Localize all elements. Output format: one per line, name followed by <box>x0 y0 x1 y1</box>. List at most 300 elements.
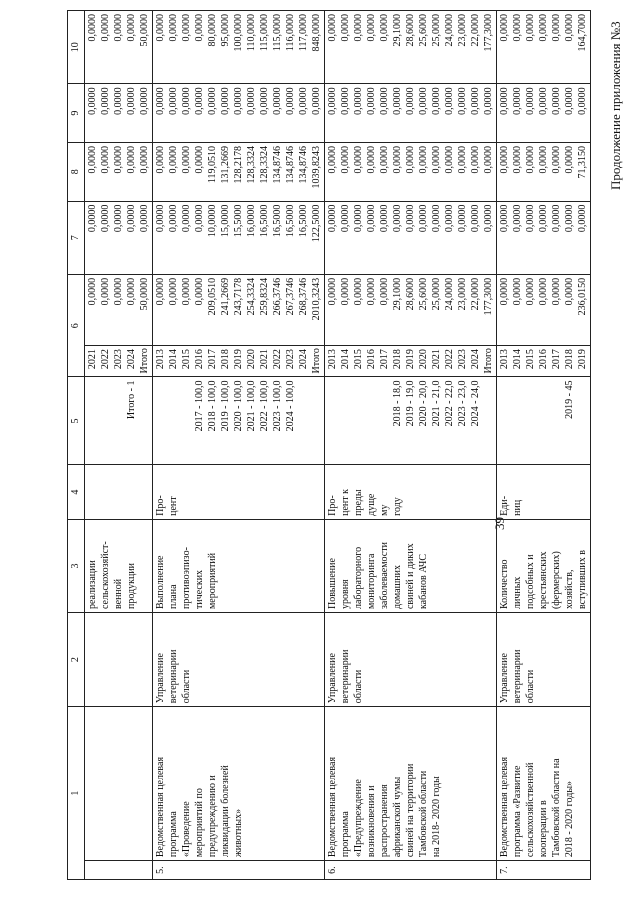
regional-funding-line: 0,0000 <box>564 145 575 174</box>
regional-funding-line: 0,0000 <box>525 145 536 174</box>
total-funding-line: 267,3746 <box>285 277 296 316</box>
regional-funding-line: 0,0000 <box>483 145 494 174</box>
other-funding-line: 0,0000 <box>87 14 98 42</box>
table-row <box>85 11 153 880</box>
other-funding-line: 115,0000 <box>272 14 283 52</box>
other-funding-line: 0,0000 <box>379 14 390 42</box>
program-name-line: сельскохозяйственной <box>525 762 536 858</box>
target-values-line <box>352 380 365 461</box>
indicator-line: сельскохозяйст- <box>100 541 111 610</box>
program-name-line: предупреждению и <box>207 775 218 858</box>
indicator-line: противоэпизо- <box>181 547 192 610</box>
regional-funding-line: 0,0000 <box>538 145 549 174</box>
other-funding-line: 115,0000 <box>259 14 270 52</box>
federal-funding-line: 15,0000 <box>220 204 231 238</box>
federal-funding-line: 0,0000 <box>139 204 150 233</box>
unit-line: году <box>392 497 403 516</box>
other-funding-line: 0,0000 <box>155 14 166 42</box>
regional-funding-line: 0,0000 <box>327 145 338 174</box>
local-funding-line: 0,0000 <box>379 87 390 115</box>
indicator-line: хозяйств, <box>564 569 575 610</box>
program-name-line: Тамбовской области на <box>551 758 562 858</box>
local-funding-cell <box>497 84 591 143</box>
total-funding-line: 0,0000 <box>499 277 510 306</box>
years-line: 2014 <box>512 349 523 370</box>
table-row <box>325 11 497 880</box>
regional-funding-line: 128,3324 <box>259 145 270 184</box>
unit-cell <box>325 465 497 519</box>
years-line: 2023 <box>457 349 468 370</box>
local-funding-line: 0,0000 <box>418 87 429 115</box>
total-funding-line: 266,3746 <box>272 277 283 316</box>
regional-funding-line: 0,0000 <box>392 145 403 174</box>
total-funding-cell <box>153 274 325 345</box>
regional-funding-cell <box>325 142 497 201</box>
local-funding-line: 0,0000 <box>525 87 536 115</box>
years-line: 2021 <box>87 349 98 370</box>
local-funding-line: 0,0000 <box>444 87 455 115</box>
years-line: 2014 <box>340 349 351 370</box>
total-funding-line: 50,0000 <box>139 277 150 311</box>
total-funding-line: 177,3000 <box>483 277 494 316</box>
years-line: 2022 <box>100 349 111 370</box>
regional-funding-line: 0,0000 <box>405 145 416 174</box>
regional-funding-cell <box>497 142 591 201</box>
local-funding-line: 0,0000 <box>207 87 218 115</box>
program-name-line: «Предупреждение <box>353 779 364 858</box>
executor-line: области <box>353 669 364 704</box>
local-funding-line: 0,0000 <box>564 87 575 115</box>
target-values-line: 2021 - 21,0 <box>431 380 442 427</box>
target-values-line: 2019 - 19,0 <box>405 380 416 427</box>
target-values-line: Итого - 1 <box>126 380 137 420</box>
target-values-line: 2018 - 18,0 <box>392 380 403 427</box>
target-values-line: 2019 - 45 <box>564 380 575 419</box>
total-funding-line: 0,0000 <box>353 277 364 306</box>
executor-line: ветеринарии <box>512 649 523 704</box>
total-funding-line: 0,0000 <box>155 277 166 306</box>
federal-funding-line: 0,0000 <box>194 204 205 233</box>
local-funding-line: 0,0000 <box>483 87 494 115</box>
indicator-line: тических <box>194 569 205 610</box>
program-name-line: программа <box>340 811 351 858</box>
years-line: 2020 <box>246 349 257 370</box>
header-row <box>68 11 85 880</box>
other-funding-line: 50,0000 <box>139 14 150 47</box>
years-line: Итого <box>311 348 322 374</box>
local-funding-line: 0,0000 <box>298 87 309 115</box>
federal-funding-line: 0,0000 <box>181 204 192 233</box>
federal-funding-line: 0,0000 <box>525 204 536 233</box>
years-line: 2013 <box>155 349 166 370</box>
federal-funding-line: 0,0000 <box>470 204 481 233</box>
other-funding-line: 22,0000 <box>470 14 481 47</box>
target-values-line: 2019 - 100,0 <box>220 380 231 432</box>
other-funding-line: 0,0000 <box>113 14 124 42</box>
executor-line: Управление <box>499 653 510 704</box>
col-header: 6 <box>68 274 85 377</box>
col-header: 2 <box>68 613 85 707</box>
regional-funding-line: 128,2178 <box>233 145 244 184</box>
years-line: 2018 <box>392 349 403 370</box>
years-line: 2020 <box>418 349 429 370</box>
executor-cell <box>153 613 325 707</box>
unit-cell <box>497 465 591 519</box>
other-funding-line: 100,0000 <box>233 14 244 52</box>
target-values-line <box>99 380 112 461</box>
total-funding-line: 0,0000 <box>551 277 562 306</box>
regional-funding-line: 0,0000 <box>353 145 364 174</box>
years-line: 2016 <box>194 349 205 370</box>
local-funding-line: 0,0000 <box>233 87 244 115</box>
unit-cell <box>153 465 325 519</box>
federal-funding-line: 122,5000 <box>311 204 322 243</box>
indicator-line: уровня <box>340 579 351 610</box>
other-funding-line: 0,0000 <box>551 14 562 42</box>
indicator-line: вступивших в <box>577 549 588 610</box>
local-funding-cell <box>325 84 497 143</box>
other-funding-line: 848,0000 <box>311 14 322 52</box>
local-funding-cell <box>85 84 153 143</box>
program-name-cell <box>85 707 153 861</box>
years-cell <box>497 346 591 377</box>
indicator-cell <box>325 519 497 612</box>
other-funding-line: 110,0000 <box>246 14 257 52</box>
target-values-cell <box>153 377 325 465</box>
local-funding-line: 0,0000 <box>87 87 98 115</box>
program-name-line: распространения <box>379 784 390 858</box>
other-funding-line: 80,0000 <box>207 14 218 47</box>
total-funding-line: 259,8324 <box>259 277 270 316</box>
target-values-cell <box>497 377 591 465</box>
unit-line: дуще <box>366 493 377 516</box>
regional-funding-line: 0,0000 <box>499 145 510 174</box>
years-line: 2019 <box>233 349 244 370</box>
row-number-cell: 7. <box>497 861 591 880</box>
unit-line: му <box>379 504 390 516</box>
indicator-line: Повышение <box>327 558 338 610</box>
local-funding-line: 0,0000 <box>181 87 192 115</box>
other-funding-line: 28,6000 <box>405 14 416 47</box>
unit-line: Про- <box>155 495 166 516</box>
regional-funding-line: 128,3324 <box>246 145 257 184</box>
regional-funding-line: 0,0000 <box>379 145 390 174</box>
federal-funding-line: 16,5000 <box>298 204 309 238</box>
program-name-line: «Проведение <box>181 801 192 858</box>
indicator-cell <box>85 519 153 612</box>
target-values-line: 2022 - 22,0 <box>444 380 455 427</box>
federal-funding-line: 0,0000 <box>499 204 510 233</box>
regional-funding-line: 71,3150 <box>577 145 588 179</box>
years-line: 2018 <box>564 349 575 370</box>
regional-funding-line: 0,0000 <box>113 145 124 174</box>
target-values-line <box>550 380 563 461</box>
years-line: 2021 <box>259 349 270 370</box>
federal-funding-line: 0,0000 <box>87 204 98 233</box>
indicator-line: мероприятий <box>207 552 218 610</box>
target-values-line: 2020 - 20,0 <box>418 380 429 427</box>
regional-funding-line: 0,0000 <box>168 145 179 174</box>
other-funding-line: 0,0000 <box>538 14 549 42</box>
col-header: 3 <box>68 519 85 612</box>
local-funding-line: 0,0000 <box>340 87 351 115</box>
program-name-line: Ведомственная целевая <box>499 756 510 858</box>
federal-funding-line: 0,0000 <box>379 204 390 233</box>
target-values-line <box>378 380 391 461</box>
total-funding-line: 29,1000 <box>392 277 403 311</box>
unit-line: преды <box>353 489 364 516</box>
federal-funding-line: 0,0000 <box>366 204 377 233</box>
total-funding-line: 0,0000 <box>366 277 377 306</box>
federal-funding-line: 0,0000 <box>512 204 523 233</box>
other-funding-line: 0,0000 <box>126 14 137 42</box>
federal-funding-line: 0,0000 <box>340 204 351 233</box>
years-line: 2022 <box>272 349 283 370</box>
indicator-line: личных <box>512 576 523 610</box>
other-funding-line: 116,0000 <box>285 14 296 52</box>
unit-line: цент к <box>340 488 351 516</box>
federal-funding-line: 0,0000 <box>392 204 403 233</box>
indicator-line: реализации <box>87 560 98 610</box>
local-funding-line: 0,0000 <box>100 87 111 115</box>
other-funding-cell <box>85 11 153 84</box>
regional-funding-line: 0,0000 <box>155 145 166 174</box>
program-name-line: программа <box>168 811 179 858</box>
regional-funding-line: 131,2669 <box>220 145 231 184</box>
local-funding-line: 0,0000 <box>139 87 150 115</box>
target-values-line <box>167 380 180 461</box>
local-funding-line: 0,0000 <box>246 87 257 115</box>
regional-funding-line: 0,0000 <box>431 145 442 174</box>
row-number-cell <box>85 861 153 880</box>
target-values-line <box>365 380 378 461</box>
target-values-line <box>524 380 537 461</box>
total-funding-line: 268,3746 <box>298 277 309 316</box>
target-values-line: 2022 - 100,0 <box>259 380 270 432</box>
federal-funding-line: 0,0000 <box>444 204 455 233</box>
other-funding-line: 24,0000 <box>444 14 455 47</box>
target-values-line <box>339 380 352 461</box>
col-header: 7 <box>68 201 85 274</box>
total-funding-line: 0,0000 <box>194 277 205 306</box>
unit-cell <box>85 465 153 519</box>
regional-funding-line: 134,8746 <box>285 145 296 184</box>
indicator-line: заболеваемости <box>379 542 390 610</box>
years-line: 2024 <box>298 349 309 370</box>
years-line: 2014 <box>168 349 179 370</box>
program-name-cell <box>325 707 497 861</box>
other-funding-cell <box>497 11 591 84</box>
local-funding-line: 0,0000 <box>405 87 416 115</box>
indicator-line: мониторинга <box>366 553 377 610</box>
local-funding-cell <box>153 84 325 143</box>
regional-funding-line: 0,0000 <box>457 145 468 174</box>
local-funding-line: 0,0000 <box>327 87 338 115</box>
total-funding-line: 2010,3243 <box>311 277 322 321</box>
federal-funding-line: 16,5000 <box>259 204 270 238</box>
years-line: 2021 <box>431 349 442 370</box>
local-funding-line: 0,0000 <box>366 87 377 115</box>
total-funding-cell <box>325 274 497 345</box>
local-funding-line: 0,0000 <box>168 87 179 115</box>
other-funding-line: 23,0000 <box>457 14 468 47</box>
other-funding-line: 0,0000 <box>181 14 192 42</box>
federal-funding-line: 0,0000 <box>155 204 166 233</box>
years-line: 2019 <box>405 349 416 370</box>
years-line: Итого <box>483 348 494 374</box>
indicator-line: плана <box>168 584 179 610</box>
local-funding-line: 0,0000 <box>285 87 296 115</box>
years-line: 2017 <box>379 349 390 370</box>
executor-cell <box>497 613 591 707</box>
table-row <box>497 11 591 880</box>
federal-funding-line: 0,0000 <box>564 204 575 233</box>
local-funding-line: 0,0000 <box>353 87 364 115</box>
total-funding-line: 0,0000 <box>512 277 523 306</box>
target-values-line <box>154 380 167 461</box>
unit-line: ниц <box>512 499 523 516</box>
indicator-line: продукции <box>126 562 137 610</box>
other-funding-line: 0,0000 <box>340 14 351 42</box>
total-funding-line: 24,0000 <box>444 277 455 311</box>
indicator-line: свиней и диких <box>405 543 416 610</box>
years-line: 2015 <box>181 349 192 370</box>
local-funding-line: 0,0000 <box>272 87 283 115</box>
target-values-line: 2021 - 100,0 <box>246 380 257 432</box>
col-header: 5 <box>68 377 85 465</box>
total-funding-line: 0,0000 <box>168 277 179 306</box>
local-funding-line: 0,0000 <box>457 87 468 115</box>
executor-line: области <box>525 669 536 704</box>
total-funding-line: 0,0000 <box>340 277 351 306</box>
other-funding-line: 0,0000 <box>194 14 205 42</box>
local-funding-line: 0,0000 <box>512 87 523 115</box>
total-funding-cell <box>497 274 591 345</box>
unit-line: цент <box>168 496 179 516</box>
local-funding-line: 0,0000 <box>470 87 481 115</box>
program-name-line: ликвидации болезней <box>220 765 231 858</box>
regional-funding-line: 134,8746 <box>298 145 309 184</box>
federal-funding-line: 16,0000 <box>246 204 257 238</box>
years-line: 2018 <box>220 349 231 370</box>
federal-funding-line: 0,0000 <box>551 204 562 233</box>
program-name-cell <box>153 707 325 861</box>
years-line: 2016 <box>366 349 377 370</box>
other-funding-line: 0,0000 <box>100 14 111 42</box>
years-cell <box>153 346 325 377</box>
years-line: 2024 <box>470 349 481 370</box>
indicator-line: Количество <box>499 559 510 610</box>
federal-funding-cell <box>85 201 153 274</box>
target-values-cell <box>85 377 153 465</box>
program-name-line: животных» <box>233 808 244 858</box>
target-values-line: 2024 - 100,0 <box>285 380 296 432</box>
regional-funding-line: 0,0000 <box>181 145 192 174</box>
regional-funding-line: 0,0000 <box>340 145 351 174</box>
table-row <box>153 11 325 880</box>
target-values-line <box>498 380 511 461</box>
years-line: 2023 <box>285 349 296 370</box>
years-cell <box>85 346 153 377</box>
total-funding-line: 0,0000 <box>538 277 549 306</box>
program-table <box>67 10 591 880</box>
years-line: 2013 <box>499 349 510 370</box>
years-line: 2015 <box>353 349 364 370</box>
executor-line: области <box>181 669 192 704</box>
years-line: 2013 <box>327 349 338 370</box>
indicator-line: Выполнение <box>155 555 166 610</box>
target-values-line <box>112 380 125 461</box>
total-funding-line: 23,0000 <box>457 277 468 311</box>
target-values-cell <box>325 377 497 465</box>
years-line: Итого <box>139 348 150 374</box>
other-funding-line: 0,0000 <box>366 14 377 42</box>
total-funding-line: 0,0000 <box>181 277 192 306</box>
federal-funding-line: 16,5000 <box>272 204 283 238</box>
indicator-line: лабораторного <box>353 546 364 610</box>
unit-line: Еди- <box>499 495 510 516</box>
federal-funding-line: 0,0000 <box>327 204 338 233</box>
local-funding-line: 0,0000 <box>499 87 510 115</box>
other-funding-line: 0,0000 <box>564 14 575 42</box>
indicator-line: венной <box>113 578 124 610</box>
local-funding-line: 0,0000 <box>259 87 270 115</box>
total-funding-line: 0,0000 <box>564 277 575 306</box>
regional-funding-line: 0,0000 <box>551 145 562 174</box>
other-funding-line: 0,0000 <box>353 14 364 42</box>
regional-funding-line: 0,0000 <box>139 145 150 174</box>
local-funding-line: 0,0000 <box>392 87 403 115</box>
total-funding-line: 25,6000 <box>418 277 429 311</box>
federal-funding-line: 0,0000 <box>126 204 137 233</box>
federal-funding-line: 0,0000 <box>353 204 364 233</box>
col-header: 9 <box>68 84 85 143</box>
local-funding-line: 0,0000 <box>577 87 588 115</box>
program-name-line: возникновения и <box>366 785 377 858</box>
program-name-line: Тамбовской области <box>418 770 429 858</box>
total-funding-cell <box>85 274 153 345</box>
unit-line: Про- <box>327 495 338 516</box>
target-values-line <box>86 380 99 461</box>
local-funding-line: 0,0000 <box>431 87 442 115</box>
local-funding-line: 0,0000 <box>155 87 166 115</box>
local-funding-line: 0,0000 <box>220 87 231 115</box>
total-funding-line: 241,2669 <box>220 277 231 316</box>
other-funding-line: 0,0000 <box>525 14 536 42</box>
total-funding-line: 0,0000 <box>525 277 536 306</box>
target-values-line <box>180 380 193 461</box>
program-name-line: африканской чумы <box>392 776 403 858</box>
years-cell <box>325 346 497 377</box>
years-line: 2019 <box>577 349 588 370</box>
executor-line: Управление <box>327 653 338 704</box>
regional-funding-cell <box>153 142 325 201</box>
regional-funding-line: 0,0000 <box>87 145 98 174</box>
other-funding-line: 0,0000 <box>499 14 510 42</box>
program-name-line: мероприятий по <box>194 788 205 858</box>
other-funding-line: 95,0000 <box>220 14 231 47</box>
total-funding-line: 28,6000 <box>405 277 416 311</box>
target-values-line <box>537 380 550 461</box>
total-funding-line: 0,0000 <box>100 277 111 306</box>
local-funding-line: 0,0000 <box>311 87 322 115</box>
regional-funding-line: 0,0000 <box>100 145 111 174</box>
federal-funding-line: 10,0000 <box>207 204 218 238</box>
local-funding-line: 0,0000 <box>538 87 549 115</box>
years-line: 2015 <box>525 349 536 370</box>
indicator-line: (фермерских) <box>551 551 562 610</box>
other-funding-cell <box>325 11 497 84</box>
